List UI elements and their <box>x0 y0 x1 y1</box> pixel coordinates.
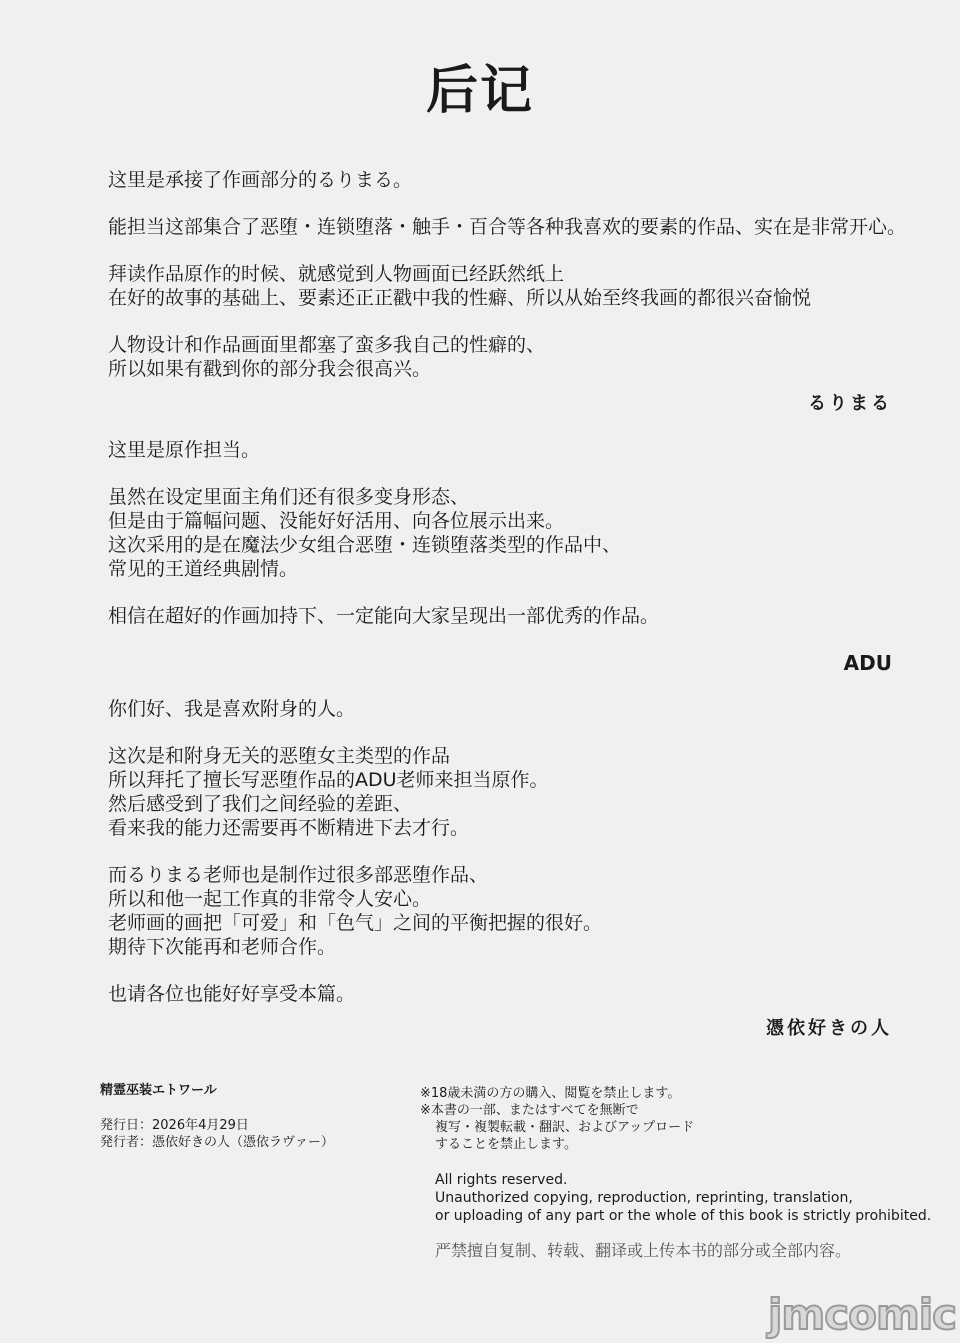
paragraph <box>108 485 908 581</box>
paragraph <box>108 262 908 310</box>
colophon-right <box>420 1085 940 1265</box>
notice-line: ※18歳未満の方の購入、閲覧を禁止します。 <box>420 1086 681 1101</box>
notice-line: 複写・複製転載・翻訳、およびアップロード <box>435 1120 695 1135</box>
colophon-left <box>100 1082 334 1151</box>
text-line: 期待下次能再和老师合作。 <box>108 936 337 958</box>
paragraph <box>108 744 908 840</box>
text-line: 也请各位也能好好享受本篇。 <box>108 983 356 1005</box>
text-line: 拜读作品原作的时候、就感觉到人物画面已经跃然纸上 <box>108 263 565 285</box>
text-line: 你们好、我是喜欢附身的人。 <box>108 698 356 720</box>
text-line: 人物设计和作品画面里都塞了蛮多我自己的性癖的、 <box>108 334 546 356</box>
afterword-body <box>108 168 908 1063</box>
text-line: 这里是原作担当。 <box>108 439 261 461</box>
page-title: 后记 <box>425 61 534 121</box>
text-line: 相信在超好的作画加持下、一定能向大家呈现出一部优秀的作品。 <box>108 605 660 627</box>
notice-line: することを禁止します。 <box>435 1137 577 1152</box>
text-line: 能担当这部集合了恶堕・连锁堕落・触手・百合等各种我喜欢的要素的作品、实在是非常开心。 <box>108 216 907 238</box>
rights-line: Unauthorized copying, reproduction, reprinting, translation, <box>435 1190 853 1206</box>
paragraph <box>108 863 908 959</box>
publisher: 発行者：憑依好きの人（憑依ラヴァー） <box>100 1135 334 1150</box>
text-line: 这次是和附身无关的恶堕女主类型的作品 <box>108 745 451 767</box>
paragraph <box>108 982 908 1006</box>
rights-notice <box>420 1171 940 1225</box>
text-line: 所以如果有戳到你的部分我会很高兴。 <box>108 358 432 380</box>
section-rurimaru <box>108 168 908 381</box>
section-hyoui <box>108 697 908 1006</box>
notice-line: ※本書の一部、またはすべてを無断で <box>420 1103 639 1118</box>
watermark-logo: jmcomic <box>768 1290 956 1339</box>
text-line: 看来我的能力还需要再不断精进下去才行。 <box>108 817 470 839</box>
paragraph <box>108 697 908 721</box>
paragraph <box>108 333 908 381</box>
text-line: 这里是承接了作画部分的るりまる。 <box>108 169 413 191</box>
rights-line: All rights reserved. <box>435 1172 568 1188</box>
text-line: 然后感受到了我们之间经验的差距、 <box>108 793 413 815</box>
paragraph <box>108 168 908 192</box>
text-line: 常见的王道经典剧情。 <box>108 558 299 580</box>
text-line: 在好的故事的基础上、要素还正正戳中我的性癖、所以从始至终我画的都很兴奋愉悦 <box>108 287 812 309</box>
signature-adu: ADU <box>843 651 892 675</box>
section-adu <box>108 438 908 628</box>
text-line: 所以拜托了擅长写恶堕作品的ADU老师来担当原作。 <box>108 769 549 791</box>
text-line: 这次采用的是在魔法少女组合恶堕・连锁堕落类型的作品中、 <box>108 534 622 556</box>
signature-hyoui: 憑依好きの人 <box>766 1018 892 1039</box>
paragraph <box>108 215 908 239</box>
text-line: 但是由于篇幅问题、没能好好活用、向各位展示出来。 <box>108 510 565 532</box>
book-title: 精霊巫装エトワール <box>100 1083 217 1098</box>
rights-line: or uploading of any part or the whole of this book is strictly prohibited. <box>435 1208 932 1224</box>
text-line: 而るりまる老师也是制作过很多部恶堕作品、 <box>108 864 489 886</box>
paragraph <box>108 604 908 628</box>
paragraph <box>108 438 908 462</box>
text-line: 所以和他一起工作真的非常令人安心。 <box>108 888 432 910</box>
signature-rurimaru: るりまる <box>808 393 892 414</box>
cn-rights-notice: 严禁擅自复制、转载、翻译或上传本书的部分或全部内容。 <box>435 1241 852 1260</box>
text-line: 虽然在设定里面主角们还有很多变身形态、 <box>108 486 470 508</box>
text-line: 老师画的画把「可爱」和「色气」之间的平衡把握的很好。 <box>108 912 603 934</box>
publish-date: 発行日：2026年4月29日 <box>100 1118 249 1133</box>
